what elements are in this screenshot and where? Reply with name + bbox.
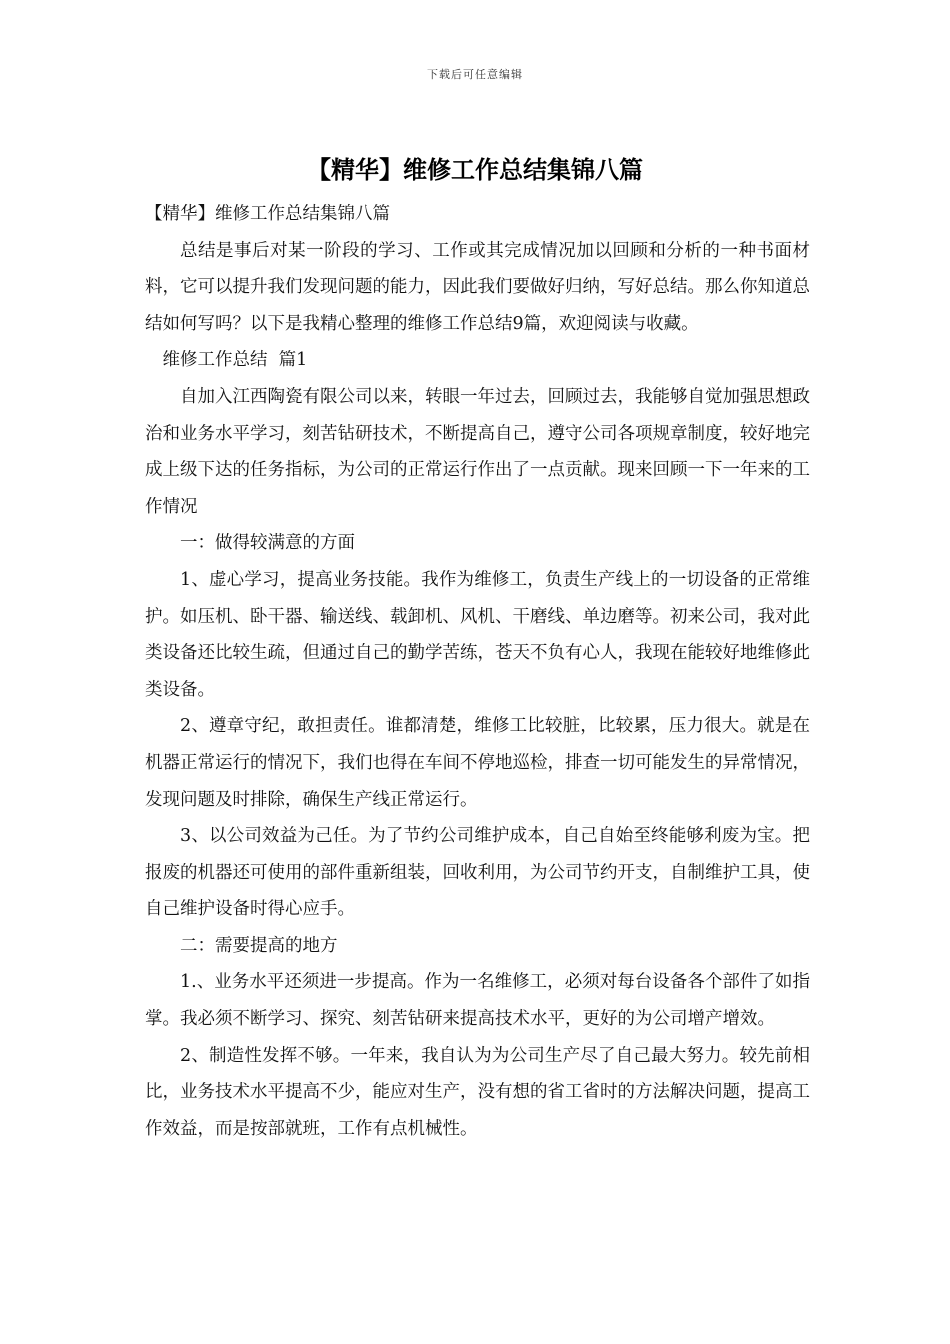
document-body [145,196,810,1147]
subsection-heading: 一：做得较满意的方面 [180,533,355,554]
body-paragraph: 2、遵章守纪，敢担责任。谁都清楚，维修工比较脏，比较累，压力很大。就是在机器正常运行的情况下，我们也得在车间不停地巡检，排查一切可能发生的异常情况，发现问题及时排除，确保生产线正常运行。 [145,716,810,810]
subsection-heading: 二：需要提高的地方 [180,935,338,956]
body-paragraph: 【精华】维修工作总结集锦八篇 [145,204,390,224]
body-paragraph: 1.、业务水平还须进一步提高。作为一名维修工，必须对每台设备各个部件了如指掌。我必须不断学习、探究、刻苦钻研来提高技术水平，更好的为公司增产增效。 [145,972,810,1030]
body-paragraph: 1、虚心学习，提高业务技能。我作为维修工，负责生产线上的一切设备的正常维护。如压机、卧干器、输送线、载卸机、风机、干磨线、单边磨等。初来公司，我对此类设备还比较生疏，但通过自己的勤学苦练，苍天不负有心人，我现在能较好地维修此类设备。 [145,569,810,700]
body-paragraph: 3、以公司效益为己任。为了节约公司维护成本，自己自始至终能够利废为宝。把报废的机器还可使用的部件重新组装，回收利用，为公司节约开支，自制维护工具，使自己维护设备时得心应手。 [145,826,810,920]
document-title: 【精华】维修工作总结集锦八篇 [307,156,643,184]
body-paragraph: 2、制造性发挥不够。一年来，我自认为为公司生产尽了自己最大努力。较先前相比，业务技术水平提高不少，能应对生产，没有想的省工省时的方法解决问题，提高工作效益，而是按部就班，工作有点机械性。 [145,1045,810,1139]
body-paragraph: 总结是事后对某一阶段的学习、工作或其完成情况加以回顾和分析的一种书面材料，它可以提升我们发现问题的能力，因此我们要做好归纳，写好总结。那么你知道总结如何写吗？以下是我精心整理的维修工作总结9篇，欢迎阅读与收藏。 [145,240,810,334]
header-note: 下载后可任意编辑 [427,68,523,81]
section-heading: 维修工作总结 篇1 [162,350,308,371]
body-paragraph: 自加入江西陶瓷有限公司以来，转眼一年过去，回顾过去，我能够自觉加强思想政治和业务水平学习，刻苦钻研技术，不断提高自己，遵守公司各项规章制度，较好地完成上级下达的任务指标，为公司的正常运行作出了一点贡献。现来回顾一下一年来的工作情况 [145,386,810,517]
